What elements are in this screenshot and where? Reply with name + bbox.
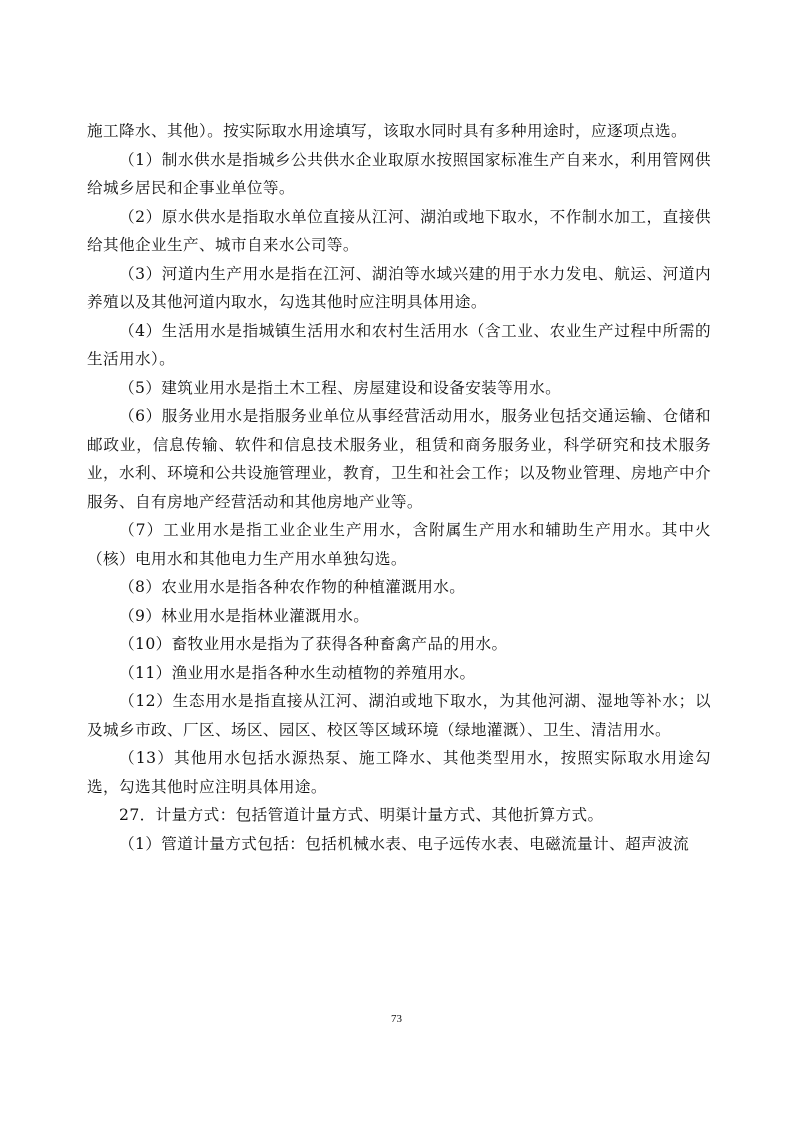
body-text (87, 117, 711, 858)
paragraph: （8）农业用水是指各种农作物的种植灌溉用水。 (119, 578, 466, 596)
paragraph: （4）生活用水是指城镇生活用水和农村生活用水（含工业、农业生产过程中所需的生活用水）。 (87, 321, 711, 368)
paragraph: （13）其他用水包括水源热泵、施工降水、其他类型用水，按照实际取水用途勾选，勾选其他时应注明具体用途。 (87, 749, 711, 796)
paragraph: （3）河道内生产用水是指在江河、湖泊等水域兴建的用于水力发电、航运、河道内养殖以及其他河道内取水，勾选其他时应注明具体用途。 (87, 264, 711, 311)
paragraph: （11）渔业用水是指各种水生动植物的养殖用水。 (119, 663, 476, 682)
paragraph: （12）生态用水是指直接从江河、湖泊或地下取水，为其他河湖、湿地等补水；以及城乡市政、厂区、场区、园区、校区等区域环境（绿地灌溉）、卫生、清洁用水。 (87, 692, 711, 739)
paragraph: （5）建筑业用水是指土木工程、房屋建设和设备安装等用水。 (119, 378, 562, 397)
paragraph: （1）管道计量方式包括：包括机械水表、电子远传水表、电磁流量计、超声波流 (119, 834, 690, 853)
paragraph: 施工降水、其他）。按实际取水用途填写，该取水同时具有多种用途时，应逐项点选。 (87, 122, 687, 140)
paragraph: （2）原水供水是指取水单位直接从江河、湖泊或地下取水，不作制水加工，直接供给其他企业生产、城市自来水公司等。 (87, 207, 711, 254)
paragraph: （1）制水供水是指城乡公共供水企业取原水按照国家标准生产自来水，利用管网供给城乡居民和企事业单位等。 (87, 150, 711, 197)
paragraph: （7）工业用水是指工业企业生产用水，含附属生产用水和辅助生产用水。其中火（核）电用水和其他电力生产用水单独勾选。 (87, 521, 711, 568)
paragraph: 27．计量方式：包括管道计量方式、明渠计量方式、其他折算方式。 (119, 806, 604, 824)
paragraph: （6）服务业用水是指服务业单位从事经营活动用水，服务业包括交通运输、仓储和邮政业，信息传输、软件和信息技术服务业，租赁和商务服务业，科学研究和技术服务业，水利、环境和公共设施管理业，教育，卫生和社会工作；以及物业管理、房地产中介服务、自有房地产经营活动和其他房地产业等。 (87, 407, 711, 511)
paragraph: （10）畜牧业用水是指为了获得各种畜禽产品的用水。 (119, 635, 508, 653)
paragraph: （9）林业用水是指林业灌溉用水。 (119, 606, 370, 625)
page-number: 73 (391, 1013, 402, 1025)
